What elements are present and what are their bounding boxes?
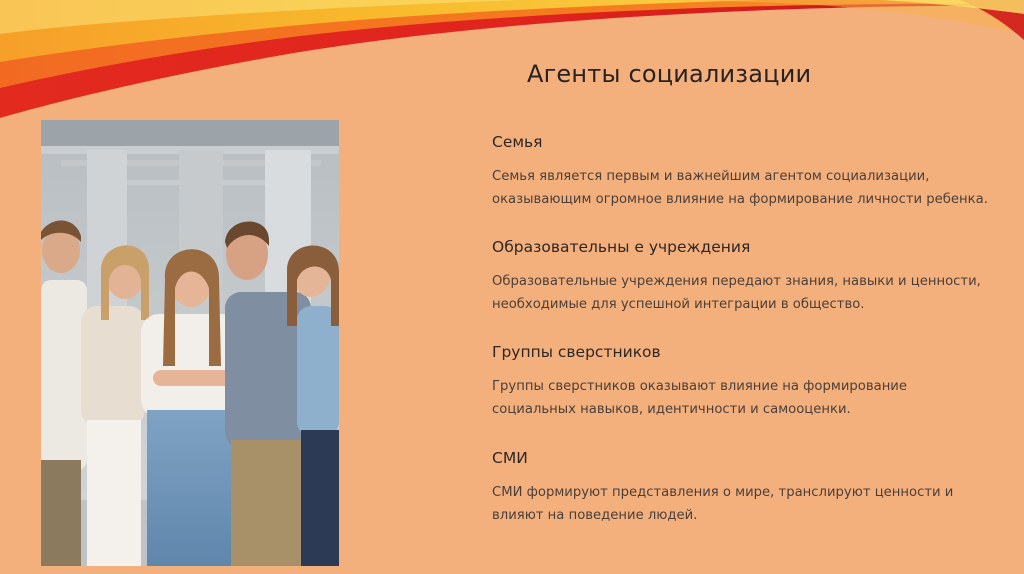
group-photo: [41, 120, 339, 566]
decorative-swoosh: [0, 0, 1024, 130]
section-text: СМИ формируют представления о мире, транслируют ценности и влияют на поведение людей.: [492, 485, 954, 523]
section-media: [492, 449, 992, 527]
section-text: Группы сверстников оказывают влияние на формирование социальных навыков, идентичности и самооценки.: [492, 379, 907, 417]
section-family: [492, 133, 992, 211]
slide-title: Агенты социализации: [527, 60, 812, 88]
section-text: Образовательные учреждения передают знания, навыки и ценности, необходимые для успешной интеграции в общество.: [492, 274, 981, 312]
section-heading: Образовательны е учреждения: [492, 238, 751, 256]
section-peers: [492, 343, 992, 421]
section-education: [492, 238, 992, 316]
section-heading: Семья: [492, 133, 543, 151]
section-text: Семья является первым и важнейшим агентом социализации, оказывающим огромное влияние на формирование личности ребенка.: [492, 169, 988, 207]
section-heading: Группы сверстников: [492, 343, 661, 361]
section-heading: СМИ: [492, 449, 528, 467]
